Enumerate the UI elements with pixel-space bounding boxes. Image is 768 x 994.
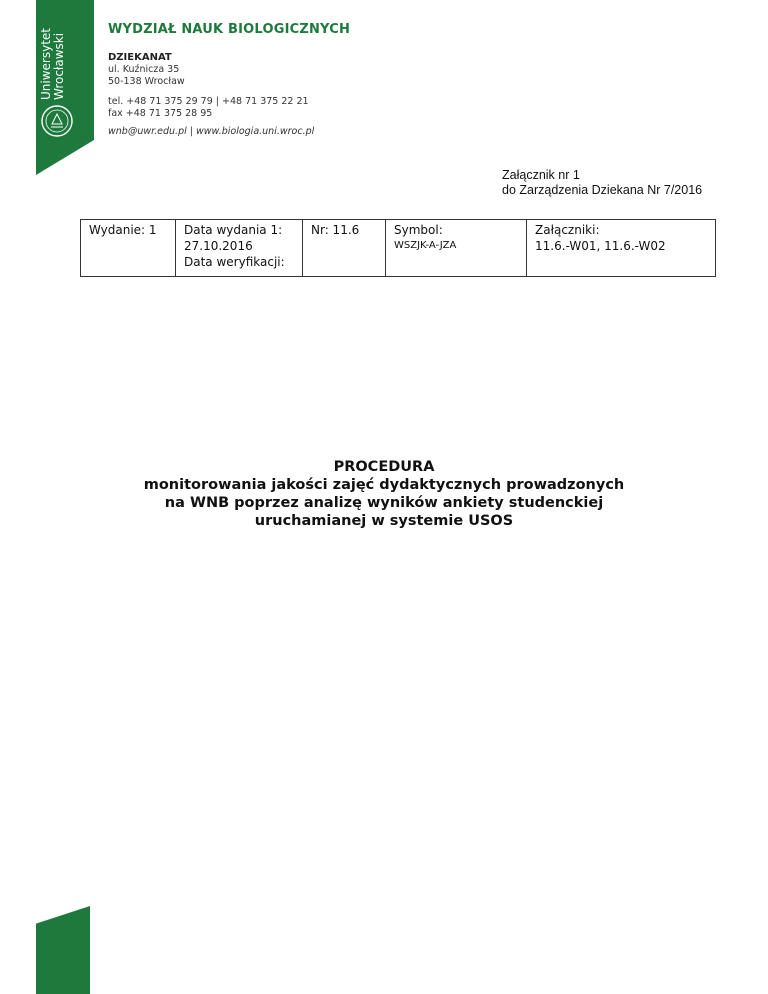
edition-cell — [81, 220, 176, 277]
university-name-vertical — [36, 8, 94, 100]
annex-line2: do Zarządzenia Dziekana Nr 7/2016 — [502, 183, 703, 197]
title-line4: uruchamianej w systemie USOS — [254, 513, 514, 529]
title-line3: na WNB poprzez analizę wyników ankiety studenckiej — [164, 495, 604, 511]
annex-line1: Załącznik nr 1 — [502, 168, 580, 182]
issue-date-value: 27.10.2016 — [184, 239, 253, 253]
attachments-label: Załączniki: — [535, 223, 600, 237]
email-web-line: wnb@uwr.edu.pl | www.biologia.uni.wroc.pl — [108, 126, 315, 137]
address-line2: 50-138 Wrocław — [108, 76, 185, 87]
footer-green-corner — [36, 906, 90, 994]
address-line1: ul. Kuźnicza 35 — [108, 64, 180, 75]
issue-date-cell — [176, 220, 303, 277]
phone-line: tel. +48 71 375 29 79 | +48 71 375 22 21 — [108, 96, 309, 107]
number-cell — [303, 220, 386, 277]
title-line2: monitorowania jakości zajęć dydaktycznych prowadzonych — [143, 477, 625, 493]
issue-date-label: Data wydania 1: — [184, 223, 283, 237]
attachments-value: 11.6.-W01, 11.6.-W02 — [535, 239, 666, 253]
university-name-line2: Wrocławski — [52, 32, 66, 100]
procedure-title — [0, 458, 768, 530]
document-meta-table — [80, 219, 716, 277]
edition-text: Wydanie: 1 — [89, 223, 157, 237]
verification-label: Data weryfikacji: — [184, 255, 285, 269]
office-name: DZIEKANAT — [108, 52, 172, 63]
symbol-cell — [386, 220, 527, 277]
table-row — [81, 220, 716, 277]
number-text: Nr: 11.6 — [311, 223, 360, 237]
attachments-cell — [527, 220, 716, 277]
symbol-label: Symbol: — [394, 223, 443, 237]
title-line1: PROCEDURA — [333, 459, 435, 475]
faculty-name: WYDZIAŁ NAUK BIOLOGICZNYCH — [108, 22, 351, 37]
annex-note — [502, 168, 702, 198]
symbol-value: WSZJK-A-JZA — [394, 240, 457, 251]
fax-line: fax +48 71 375 28 95 — [108, 108, 213, 119]
university-seal-icon — [40, 104, 74, 138]
university-name-line1: Uniwersytet — [39, 28, 53, 100]
